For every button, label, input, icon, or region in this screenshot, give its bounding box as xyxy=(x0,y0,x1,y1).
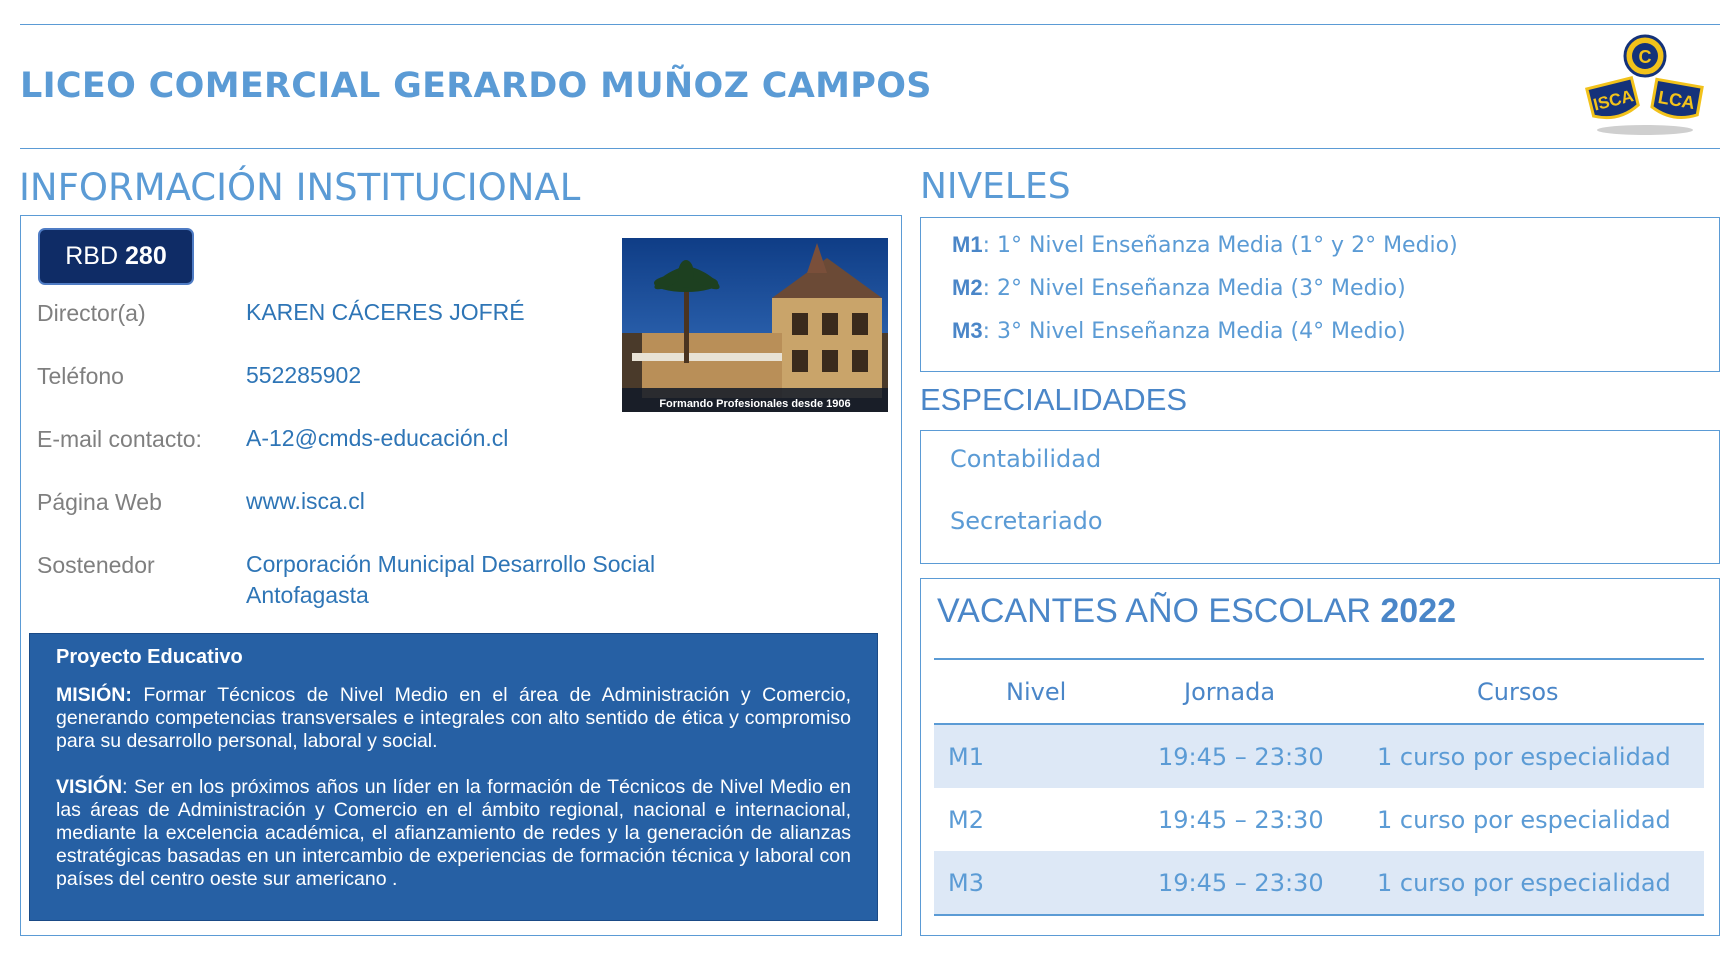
row-cursos: 1 curso por especialidad xyxy=(1377,868,1671,897)
header-bottom-rule xyxy=(20,148,1720,149)
header-top-rule xyxy=(20,24,1720,25)
sostenedor-value: Corporación Municipal Desarrollo Social xyxy=(246,551,656,577)
telefono-label: Teléfono xyxy=(37,363,124,389)
sostenedor-value-line2: Antofagasta xyxy=(246,582,369,608)
vision-paragraph xyxy=(56,776,851,891)
row-nivel: M3 xyxy=(948,868,984,897)
rbd-badge xyxy=(38,228,194,285)
proyecto-title: Proyecto Educativo xyxy=(56,646,243,668)
director-value: KAREN CÁCERES JOFRÉ xyxy=(246,299,525,325)
nivel-item-m3: M3: 3° Nivel Enseñanza Media (4° Medio) xyxy=(952,318,1406,344)
info-section-title: INFORMACIÓN INSTITUCIONAL xyxy=(19,166,581,209)
row-nivel: M1 xyxy=(948,742,984,771)
sostenedor-label: Sostenedor xyxy=(37,552,155,578)
row-nivel: M2 xyxy=(948,805,984,834)
rbd-number: 280 xyxy=(125,242,167,270)
row-jornada: 19:45 – 23:30 xyxy=(1158,868,1324,897)
nivel-item-m1: M1: 1° Nivel Enseñanza Media (1° y 2° Medio) xyxy=(952,232,1458,258)
header-nivel: Nivel xyxy=(1006,677,1067,706)
proyecto-educativo-box xyxy=(29,633,878,921)
web-value[interactable]: www.isca.cl xyxy=(246,488,365,514)
table-row xyxy=(934,851,1704,914)
svg-text:C: C xyxy=(1638,47,1652,67)
row-cursos: 1 curso por especialidad xyxy=(1377,805,1671,834)
vacantes-table xyxy=(934,658,1704,916)
especialidad-item-contabilidad: Contabilidad xyxy=(950,445,1102,473)
photo-caption: Formando Profesionales desde 1906 xyxy=(659,398,851,410)
email-value[interactable]: A-12@cmds-educación.cl xyxy=(246,425,509,451)
page-title: LICEO COMERCIAL GERARDO MUÑOZ CAMPOS xyxy=(20,66,932,106)
building-image xyxy=(622,238,888,412)
table-header-row xyxy=(934,660,1704,723)
rbd-label: RBD xyxy=(65,242,119,270)
building-photo xyxy=(622,238,888,412)
especialidades-section-title: ESPECIALIDADES xyxy=(920,382,1188,417)
email-label: E-mail contacto: xyxy=(37,426,202,452)
table-row xyxy=(934,788,1704,851)
header-jornada: Jornada xyxy=(1184,677,1276,706)
row-jornada: 19:45 – 23:30 xyxy=(1158,742,1324,771)
header-cursos: Cursos xyxy=(1477,677,1559,706)
especialidad-item-secretariado: Secretariado xyxy=(950,507,1103,535)
svg-text:LCA: LCA xyxy=(1656,86,1697,114)
vision-text: : Ser en los próximos años un líder en la formación de Técnicos de Nivel Medio en las áreas de Administración y Comercio en el ámbito regional, nacional e internacional, mediante la excelencia académica, el afianzamiento de redes y la generación de alianzas estratégicas basadas en un intercambio de experiencias de formación técnica y laboral con países del centro oeste sur americano . xyxy=(56,776,851,890)
vision-label: VISIÓN xyxy=(56,776,123,798)
vacantes-title-prefix: VACANTES AÑO ESCOLAR xyxy=(937,592,1371,630)
svg-text:ISCA: ISCA xyxy=(1591,86,1636,115)
director-label: Director(a) xyxy=(37,300,146,326)
niveles-section-title: NIVELES xyxy=(920,166,1071,207)
vacantes-title xyxy=(937,592,1456,631)
mision-paragraph xyxy=(56,684,851,753)
telefono-value: 552285902 xyxy=(246,362,362,388)
mision-text: Formar Técnicos de Nivel Medio en el área de Administración y Comercio, generando competencias transversales e integrales con alto sentido de ética y compromiso para su desarrollo personal, laboral y social. xyxy=(56,684,851,752)
web-label: Página Web xyxy=(37,489,162,515)
row-cursos: 1 curso por especialidad xyxy=(1377,742,1671,771)
vacantes-year: 2022 xyxy=(1380,592,1457,630)
nivel-item-m2: M2: 2° Nivel Enseñanza Media (3° Medio) xyxy=(952,275,1406,301)
school-logo xyxy=(1585,33,1705,137)
mision-label: MISIÓN: xyxy=(56,684,132,706)
table-row xyxy=(934,725,1704,788)
row-jornada: 19:45 – 23:30 xyxy=(1158,805,1324,834)
